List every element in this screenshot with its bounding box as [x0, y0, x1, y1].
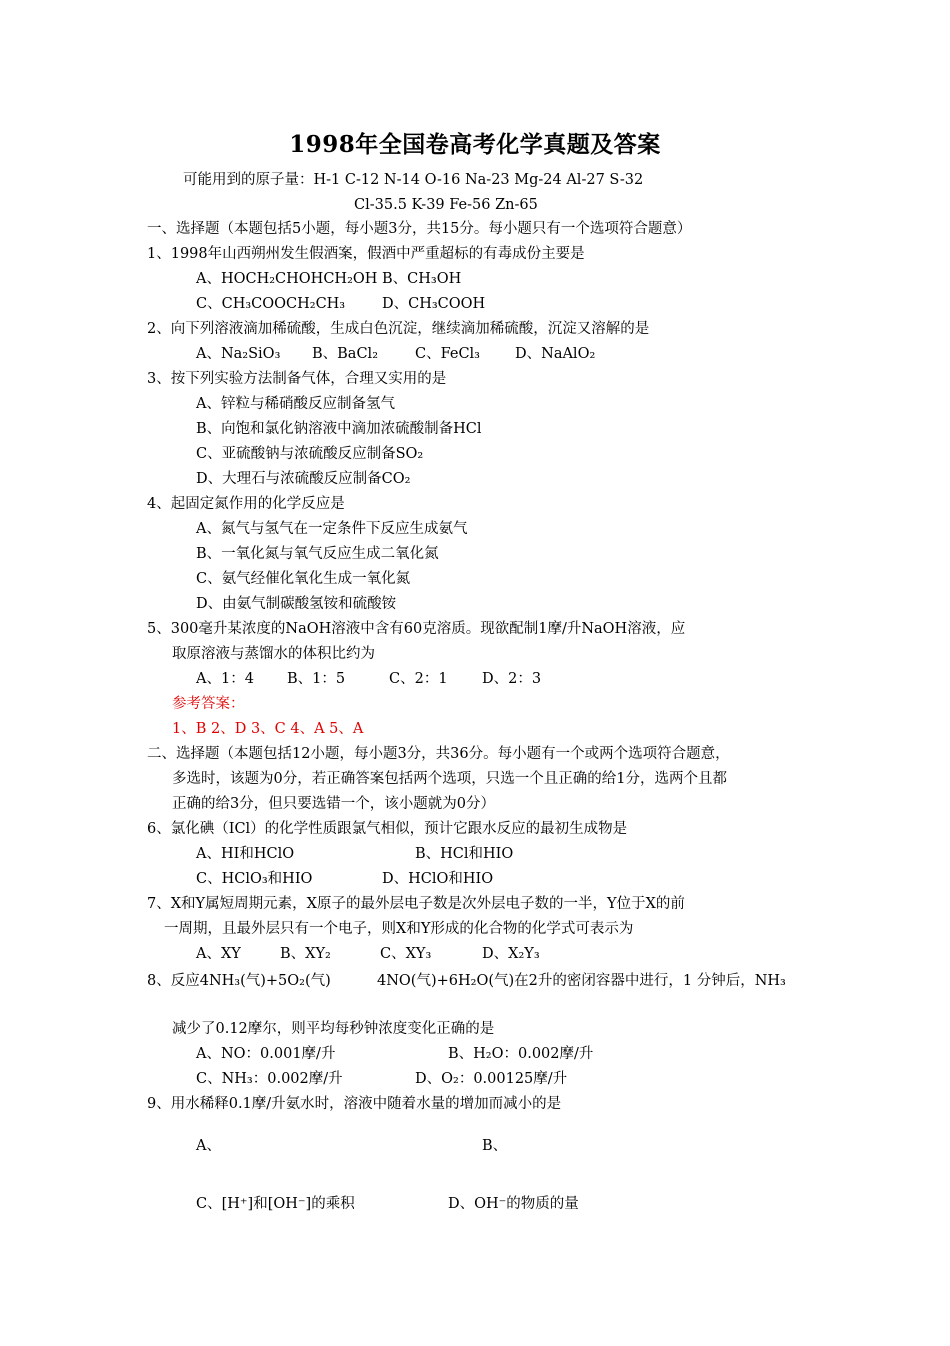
question-8-stem-line-2: 减少了0.12摩尔，则平均每秒钟浓度变化正确的是: [172, 1021, 495, 1037]
question-1-option-a: A、HOCH₂CHOHCH₂OH: [196, 271, 378, 287]
question-1-option-c: C、CH₃COOCH₂CH₃: [196, 296, 346, 312]
section-2-header-line-3: 正确的给3分，但只要选错一个，该小题就为0分）: [172, 796, 495, 812]
question-3-option-a: A、锌粒与稀硝酸反应制备氢气: [196, 396, 395, 412]
question-9-option-d: D、OH⁻的物质的量: [448, 1196, 579, 1212]
question-4-option-c: C、氨气经催化氧化生成一氧化氮: [196, 571, 411, 587]
question-7-option-b: B、XY₂: [280, 946, 331, 962]
question-9-option-c: C、[H⁺]和[OH⁻]的乘积: [196, 1196, 355, 1212]
question-8-option-c: C、NH₃：0.002摩/升: [196, 1071, 343, 1087]
question-7-option-c: C、XY₃: [380, 946, 432, 962]
question-4-option-b: B、一氧化氮与氧气反应生成二氧化氮: [196, 546, 439, 562]
question-8-option-d: D、O₂：0.00125摩/升: [415, 1071, 568, 1087]
question-3-option-b: B、向饱和氯化钠溶液中滴加浓硫酸制备HCl: [196, 421, 482, 437]
section-2-header-line-1: 二、选择题（本题包括12小题，每小题3分，共36分。每小题有一个或两个选项符合题意，: [147, 746, 730, 762]
question-7-option-d: D、X₂Y₃: [482, 946, 540, 962]
question-1-stem: 1、1998年山西朔州发生假酒案，假酒中严重超标的有毒成份主要是: [147, 246, 585, 262]
page-title: 1998年全国卷高考化学真题及答案: [289, 131, 661, 158]
question-3-option-c: C、亚硫酸钠与浓硫酸反应制备SO₂: [196, 446, 424, 462]
question-9-stem: 9、用水稀释0.1摩/升氨水时，溶液中随着水量的增加而减小的是: [147, 1096, 562, 1112]
question-5-option-d: D、2：3: [482, 671, 542, 687]
question-5-option-b: B、1：5: [287, 671, 346, 687]
question-8-option-a: A、NO：0.001摩/升: [196, 1046, 336, 1062]
question-8-stem-right: 4NO(气)+6H₂O(气)在2升的密闭容器中进行，1 分钟后，NH₃: [377, 973, 786, 989]
section-1-header: 一、选择题（本题包括5小题，每小题3分，共15分。每小题只有一个选项符合题意）: [147, 221, 692, 237]
question-8-stem-left: 8、反应4NH₃(气)+5O₂(气): [147, 973, 331, 989]
question-2-option-d: D、NaAlO₂: [515, 346, 596, 362]
section-2-header-line-2: 多选时，该题为0分，若正确答案包括两个选项，只选一个且正确的给1分，选两个且都: [172, 771, 727, 787]
atomic-mass-line-1: 可能用到的原子量：H-1 C-12 N-14 O-16 Na-23 Mg-24 Al-27 S-32: [183, 172, 644, 188]
question-8-option-b: B、H₂O：0.002摩/升: [448, 1046, 594, 1062]
question-6-option-a: A、HI和HClO: [196, 846, 295, 862]
atomic-mass-line-2: Cl-35.5 K-39 Fe-56 Zn-65: [354, 197, 538, 213]
question-5-stem-line-2: 取原溶液与蒸馏水的体积比约为: [172, 646, 375, 662]
question-7-option-a: A、XY: [196, 946, 241, 962]
question-6-stem: 6、氯化碘（ICl）的化学性质跟氯气相似，预计它跟水反应的最初生成物是: [147, 821, 628, 837]
question-9-option-a: A、: [196, 1138, 221, 1154]
question-4-option-a: A、氮气与氢气在一定条件下反应生成氨气: [196, 521, 468, 537]
question-5-stem-line-1: 5、300毫升某浓度的NaOH溶液中含有60克溶质。现欲配制1摩/升NaOH溶液，应: [147, 621, 686, 637]
question-7-stem-line-2: 一周期，且最外层只有一个电子，则X和Y形成的化合物的化学式可表示为: [164, 921, 634, 937]
question-3-option-d: D、大理石与浓硫酸反应制备CO₂: [196, 471, 411, 487]
question-4-option-d: D、由氨气制碳酸氢铵和硫酸铵: [196, 596, 397, 612]
question-2-option-c: C、FeCl₃: [415, 346, 480, 362]
question-2-stem: 2、向下列溶液滴加稀硫酸，生成白色沉淀，继续滴加稀硫酸，沉淀又溶解的是: [147, 321, 650, 337]
question-5-option-c: C、2：1: [389, 671, 448, 687]
answers-list: 1、B 2、D 3、C 4、A 5、A: [172, 721, 364, 737]
question-1-option-b: B、CH₃OH: [382, 271, 462, 287]
question-6-option-b: B、HCl和HIO: [415, 846, 514, 862]
question-6-option-d: D、HClO和HIO: [382, 871, 494, 887]
question-4-stem: 4、起固定氮作用的化学反应是: [147, 496, 345, 512]
question-7-stem-line-1: 7、X和Y属短周期元素，X原子的最外层电子数是次外层电子数的一半，Y位于X的前: [147, 896, 685, 912]
question-2-option-b: B、BaCl₂: [312, 346, 379, 362]
question-9-option-b: B、: [482, 1138, 508, 1154]
question-2-option-a: A、Na₂SiO₃: [196, 346, 281, 362]
question-6-option-c: C、HClO₃和HIO: [196, 871, 313, 887]
question-1-option-d: D、CH₃COOH: [382, 296, 486, 312]
answers-label: 参考答案：: [172, 696, 245, 712]
question-5-option-a: A、1：4: [196, 671, 254, 687]
question-3-stem: 3、按下列实验方法制备气体，合理又实用的是: [147, 371, 447, 387]
